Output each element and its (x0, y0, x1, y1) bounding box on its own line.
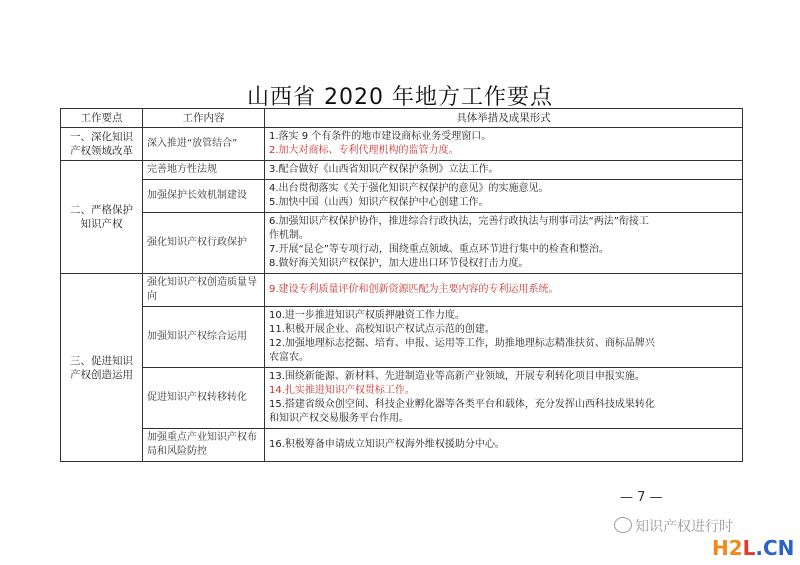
measures-cell (265, 307, 743, 368)
table-row (61, 213, 743, 274)
measure-item: 2.加大对商标、专利代理机构的监管力度。 (269, 145, 459, 156)
measures-cell (265, 274, 743, 307)
measure-item: 6.加强知识产权保护协作，推进综合行政执法，完善行政执法与刑事司法“两法”衔接工 (269, 216, 649, 227)
header-work-content: 工作内容 (143, 109, 265, 128)
measure-item: 14.扎实推进知识产权贯标工作。 (269, 385, 415, 396)
watermark (614, 516, 733, 536)
work-content-cell: 完善地方性法规 (143, 161, 265, 180)
table-row (61, 429, 743, 462)
measures-cell (265, 429, 743, 462)
watermark-text: 知识产权进行时 (635, 519, 733, 535)
measure-item: 9.建设专利质量评价和创新资源匹配为主要内容的专利运用系统。 (269, 284, 559, 295)
measure-item: 4.出台贯彻落实《关于强化知识产权保护的意见》的实施意见。 (269, 183, 549, 194)
measure-item: 5.加快中国（山西）知识产权保护中心创建工作。 (269, 197, 489, 208)
table-row (61, 274, 743, 307)
work-content-cell: 深入推进“放管结合” (143, 128, 265, 161)
measure-item: 和知识产权交易服务平台作用。 (269, 413, 409, 424)
table-row (61, 161, 743, 180)
work-content-cell: 促进知识产权转移转化 (143, 368, 265, 429)
measure-item: 10.进一步推进知识产权质押融资工作力度。 (269, 310, 465, 321)
work-content-cell: 强化知识产权行政保护 (143, 213, 265, 274)
header-measures-results: 具体举措及成果形式 (265, 109, 743, 128)
work-plan-table (60, 108, 743, 462)
measure-item: 12.加强地理标志挖掘、培育、申报、运用等工作，助推地理标志精准扶贫、商标品牌兴 (269, 338, 655, 349)
category-cell: 二、严格保护知识产权 (61, 161, 143, 274)
measure-item: 作机制。 (269, 230, 309, 241)
measures-cell (265, 128, 743, 161)
measure-item: 3.配合做好《山西省知识产权保护条例》立法工作。 (269, 164, 499, 175)
category-cell: 一、深化知识产权领域改革 (61, 128, 143, 161)
measures-cell (265, 368, 743, 429)
table-row (61, 307, 743, 368)
measure-item: 农富农。 (269, 352, 309, 363)
site-logo: H2L.CN (712, 536, 795, 560)
measure-item: 15.搭建省级众创空间、科技企业孵化器等各类平台和载体，充分发挥山西科技成果转化 (269, 399, 655, 410)
measures-cell (265, 161, 743, 180)
table-row (61, 128, 743, 161)
page-number: — 7 — (620, 490, 663, 505)
measures-cell (265, 213, 743, 274)
measure-item: 8.做好海关知识产权保护，加大进出口环节侵权打击力度。 (269, 258, 529, 269)
measure-item: 11.积极开展企业、高校知识产权试点示范的创建。 (269, 324, 495, 335)
table-header-row (61, 109, 743, 128)
work-content-cell: 强化知识产权创造质量导向 (143, 274, 265, 307)
measure-item: 13.围绕新能源、新材料、先进制造业等高新产业领域，开展专利转化项目申报实施。 (269, 371, 645, 382)
measure-item: 16.积极筹备申请成立知识产权海外维权援助分中心。 (269, 439, 505, 450)
document-title: 山西省 2020 年地方工作要点 (247, 85, 553, 110)
work-content-cell: 加强保护长效机制建设 (143, 180, 265, 213)
category-cell: 三、促进知识产权创造运用 (61, 274, 143, 462)
measure-item: 7.开展“昆仑”等专项行动，围绕重点领域、重点环节进行集中的检查和整治。 (269, 244, 609, 255)
header-key-points: 工作要点 (61, 109, 143, 128)
table-body (61, 128, 743, 462)
work-content-cell: 加强重点产业知识产权布局和风险防控 (143, 429, 265, 462)
measures-cell (265, 180, 743, 213)
table-row (61, 180, 743, 213)
work-content-cell: 加强知识产权综合运用 (143, 307, 265, 368)
measure-item: 1.落实 9 个有条件的地市建设商标业务受理窗口。 (269, 131, 492, 142)
wechat-icon (614, 517, 632, 533)
table-row (61, 368, 743, 429)
